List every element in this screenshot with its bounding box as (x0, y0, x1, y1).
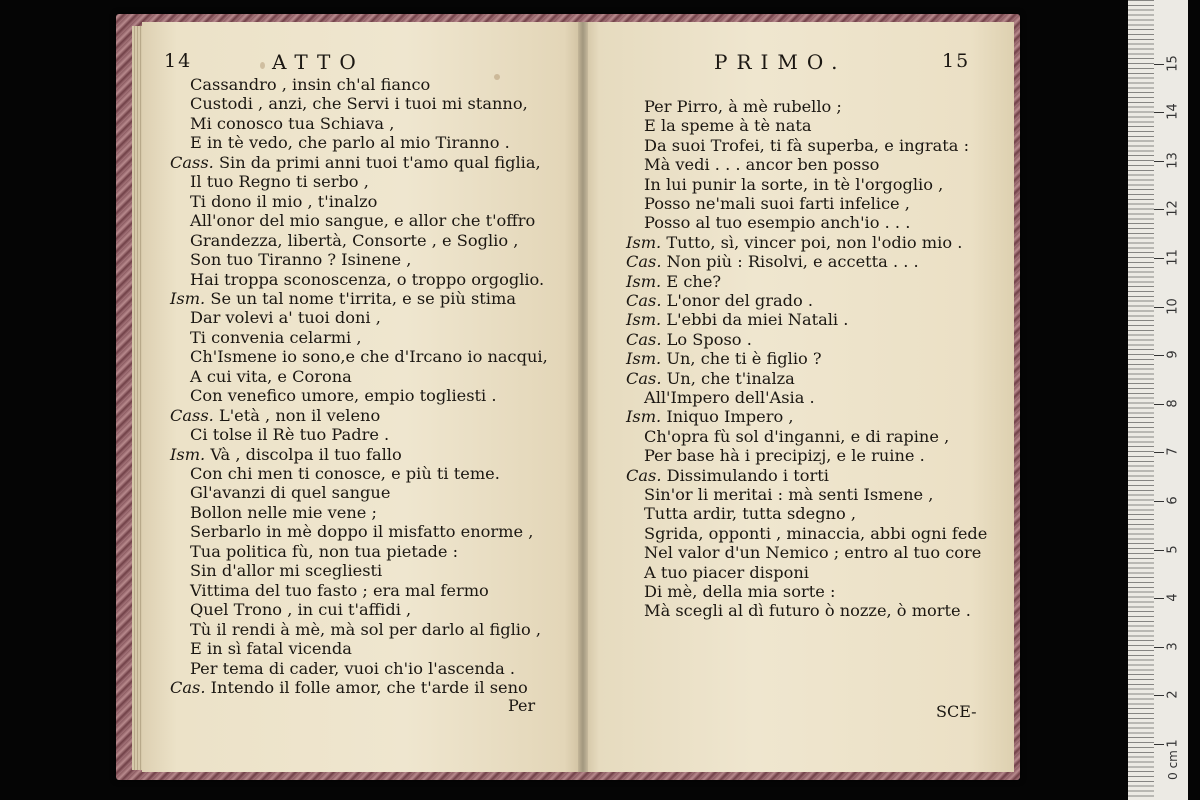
text-line (626, 330, 752, 350)
ruler-major-tick (1154, 598, 1164, 599)
text-line (170, 406, 380, 426)
verse-text: Dar volevi a' tuoi doni , (190, 308, 381, 328)
ruler-number: 1 (1165, 739, 1181, 748)
text-line (190, 425, 389, 445)
measuring-ruler (1128, 0, 1188, 800)
verse-text: L'ebbi da miei Natali . (666, 310, 849, 330)
speaker-label: Cas. (170, 677, 206, 697)
text-line (190, 211, 535, 231)
text-line (644, 582, 835, 602)
verse-text: Ti dono il mio , t'inalzo (190, 191, 378, 211)
verse-text: In lui punir la sorte, in tè l'orgoglio , (644, 174, 944, 194)
verse-text: Serbarlo in mè doppo il misfatto enorme , (190, 522, 534, 542)
ruler-number: 9 (1165, 350, 1181, 359)
text-line (190, 639, 352, 659)
ruler-major-tick (1154, 404, 1164, 405)
text-line (626, 310, 848, 330)
ruler-number: 8 (1165, 399, 1181, 408)
verse-text: Ci tolse il Rè tuo Padre . (190, 425, 390, 445)
text-line (626, 233, 962, 253)
text-line (190, 94, 528, 114)
ruler-major-tick (1154, 452, 1164, 453)
verse-text: E che? (666, 271, 722, 291)
text-line (644, 175, 943, 195)
text-line (190, 133, 510, 153)
ruler-scale (1128, 0, 1154, 800)
text-line (626, 291, 813, 311)
text-line (170, 445, 402, 465)
verse-text: Iniquo Impero , (666, 407, 794, 427)
text-line (190, 659, 515, 679)
ruler-number: 6 (1165, 496, 1181, 505)
text-line (190, 270, 544, 290)
ruler-number: 15 (1165, 54, 1181, 72)
verse-text: All'onor del mio sangue, e allor che t'offro (190, 211, 536, 231)
verse-text: Non più : Risolvi, e accetta . . . (666, 252, 919, 272)
ruler-major-tick (1154, 307, 1164, 308)
text-line (644, 543, 981, 563)
verse-text: E in tè vedo, che parlo al mio Tiranno . (190, 133, 510, 153)
verse-text: Con chi men ti conosce, e più ti teme. (190, 464, 500, 483)
right-page-number: 15 (942, 50, 971, 72)
text-line (190, 308, 381, 328)
text-line (644, 97, 842, 117)
text-line (190, 192, 377, 212)
verse-text: Sin'or li meritai : mà senti Ismene , (644, 485, 934, 504)
left-catchword: Per (508, 696, 536, 715)
text-line (644, 116, 812, 136)
verse-text: Posso ne'mali suoi farti infelice , (644, 194, 910, 213)
ruler-number: 13 (1165, 152, 1181, 169)
verse-text: Mà scegli al dì futuro ò nozze, ò morte . (644, 601, 971, 621)
speaker-label: Ism. (626, 232, 662, 252)
speaker-label: Ism. (170, 444, 206, 464)
text-line (644, 155, 879, 175)
speaker-label: Ism. (626, 271, 662, 291)
verse-text: Tutta ardir, tutta sdegno , (644, 504, 857, 524)
verse-text: Dissimulando i torti (666, 465, 829, 485)
verse-text: Lo Sposo . (666, 329, 752, 349)
verse-text: E la speme à tè nata (644, 116, 812, 136)
ruler-number: 11 (1165, 249, 1181, 266)
ruler-major-tick (1154, 647, 1164, 648)
right-page (582, 22, 1014, 772)
verse-text: Nel valor d'un Nemico ; entro al tuo core (644, 543, 982, 563)
speaker-label: Cass. (170, 152, 214, 172)
text-line (190, 483, 390, 503)
text-line (190, 386, 497, 406)
verse-text: Con venefico umore, empio togliesti . (190, 386, 497, 406)
ruler-unit-label: 0 cm (1165, 750, 1180, 780)
text-line (644, 563, 809, 583)
text-line (626, 407, 794, 427)
verse-text: Vittima del tuo fasto ; era mal fermo (190, 580, 489, 600)
right-running-head: PRIMO. (714, 50, 847, 74)
verse-text: Và , discolpa il tuo fallo (210, 444, 402, 464)
verse-text: Cassandro , insin ch'al fianco (190, 75, 431, 94)
verse-text: Tua politica fù, non tua pietade : (190, 541, 459, 561)
ruler-major-tick (1154, 744, 1164, 745)
text-line (644, 213, 910, 233)
text-line (626, 272, 721, 292)
verse-text: Ch'Ismene io sono,e che d'Ircano io nacqui, (190, 347, 548, 367)
ruler-number: 3 (1165, 642, 1181, 651)
ruler-number: 7 (1165, 447, 1181, 457)
verse-text: Grandezza, libertà, Consorte , e Soglio , (190, 230, 519, 250)
text-line (626, 349, 822, 369)
verse-text: Gl'avanzi di quel sangue (190, 483, 391, 503)
text-line (190, 503, 377, 523)
verse-text: A tuo piacer disponi (644, 562, 809, 582)
text-line (644, 504, 856, 524)
verse-text: Ch'opra fù sol d'inganni, e di rapine , (644, 426, 950, 446)
speaker-label: Cas. (626, 465, 662, 485)
verse-text: E in sì fatal vicenda (190, 639, 352, 659)
ruler-number: 5 (1165, 544, 1181, 554)
verse-text: Da suoi Trofei, ti fà superba, e ingrata : (644, 135, 970, 155)
verse-text: Se un tal nome t'irrita, e se più stima (210, 288, 516, 308)
text-line (190, 522, 533, 542)
verse-text: Sin d'allor mi scegliesti (190, 561, 383, 581)
left-page-number: 14 (164, 50, 193, 72)
right-catchword: SCE- (936, 702, 977, 721)
verse-text: Custodi , anzi, che Servi i tuoi mi stanno, (190, 94, 528, 114)
speaker-label: Ism. (626, 349, 662, 369)
text-line (170, 153, 541, 173)
text-line (190, 347, 548, 367)
text-line (644, 446, 925, 466)
text-line (190, 250, 411, 270)
ink-stain (260, 62, 265, 69)
verse-text: A cui vita, e Corona (190, 366, 352, 386)
text-line (190, 367, 352, 387)
text-line (190, 581, 489, 601)
speaker-label: Cas. (626, 368, 662, 388)
text-line (644, 524, 987, 544)
ruler-major-tick (1154, 258, 1164, 259)
text-line (190, 328, 362, 348)
ruler-major-tick (1154, 209, 1164, 210)
text-line (626, 369, 795, 389)
text-line (190, 75, 430, 95)
ink-stain (494, 74, 500, 80)
verse-text: L'età , non il veleno (218, 405, 381, 425)
verse-text: Un, che t'inalza (666, 368, 795, 388)
text-line (626, 252, 919, 272)
ruler-major-tick (1154, 550, 1164, 551)
text-line (644, 194, 910, 214)
speaker-label: Cas. (626, 329, 662, 349)
verse-text: Bollon nelle mie vene ; (190, 502, 377, 522)
text-line (644, 388, 815, 408)
verse-text: Sin da primi anni tuoi t'amo qual figlia, (218, 152, 541, 172)
speaker-label: Cas. (626, 291, 662, 310)
ruler-major-tick (1154, 501, 1164, 502)
verse-text: Di mè, della mia sorte : (644, 582, 836, 601)
ruler-major-tick (1154, 64, 1164, 65)
text-line (190, 542, 458, 562)
text-line (190, 464, 500, 484)
ruler-major-tick (1154, 695, 1164, 696)
verse-text: Tù il rendi à mè, mà sol per darlo al figlio , (190, 619, 542, 639)
speaker-label: Ism. (626, 407, 662, 427)
text-line (626, 466, 829, 486)
verse-text: Per base hà i precipizj, e le ruine . (644, 446, 925, 466)
verse-text: Un, che ti è figlio ? (666, 349, 822, 369)
ruler-number: 4 (1165, 593, 1181, 602)
verse-text: Per Pirro, à mè rubello ; (644, 97, 842, 116)
text-line (170, 678, 528, 698)
left-running-head: ATTO (272, 50, 365, 74)
text-line (190, 231, 518, 251)
ruler-major-tick (1154, 112, 1164, 113)
ruler-number: 2 (1165, 690, 1181, 700)
verse-text: Ti convenia celarmi , (190, 327, 362, 347)
text-line (190, 620, 541, 640)
text-line (644, 427, 949, 447)
verse-text: Il tuo Regno ti serbo , (190, 172, 369, 192)
speaker-label: Ism. (626, 310, 662, 330)
verse-text: Mi conosco tua Schiava , (190, 113, 395, 133)
ruler-number: 10 (1165, 297, 1181, 315)
text-line (644, 601, 971, 621)
text-line (170, 289, 516, 309)
text-line (190, 172, 369, 192)
verse-text: Hai troppa sconoscenza, o troppo orgoglio. (190, 269, 545, 289)
speaker-label: Cas. (626, 252, 662, 272)
verse-text: Son tuo Tiranno ? Isinene , (190, 250, 412, 270)
text-line (644, 485, 933, 505)
ruler-number: 14 (1165, 103, 1181, 120)
text-line (644, 136, 969, 156)
text-line (190, 114, 394, 134)
verse-text: All'Impero dell'Asia . (644, 388, 815, 407)
speaker-label: Cass. (170, 405, 214, 425)
ruler-major-tick (1154, 161, 1164, 162)
book-spine (578, 22, 588, 772)
verse-text: Tutto, sì, vincer poi, non l'odio mio . (666, 232, 963, 252)
ruler-major-tick (1154, 355, 1164, 356)
text-line (190, 600, 411, 620)
verse-text: Quel Trono , in cui t'affidi , (190, 600, 412, 620)
speaker-label: Ism. (170, 288, 206, 308)
ruler-number: 12 (1165, 200, 1181, 218)
verse-text: Sgrida, opponti , minaccia, abbi ogni fede (644, 523, 988, 543)
left-page (142, 22, 582, 772)
verse-text: Per tema di cader, vuoi ch'io l'ascenda . (190, 658, 516, 678)
verse-text: Mà vedi . . . ancor ben posso (644, 155, 880, 175)
verse-text: Intendo il folle amor, che t'arde il seno (210, 677, 528, 697)
verse-text: L'onor del grado . (666, 291, 814, 310)
verse-text: Posso al tuo esempio anch'io . . . (644, 213, 911, 233)
text-line (190, 561, 382, 581)
